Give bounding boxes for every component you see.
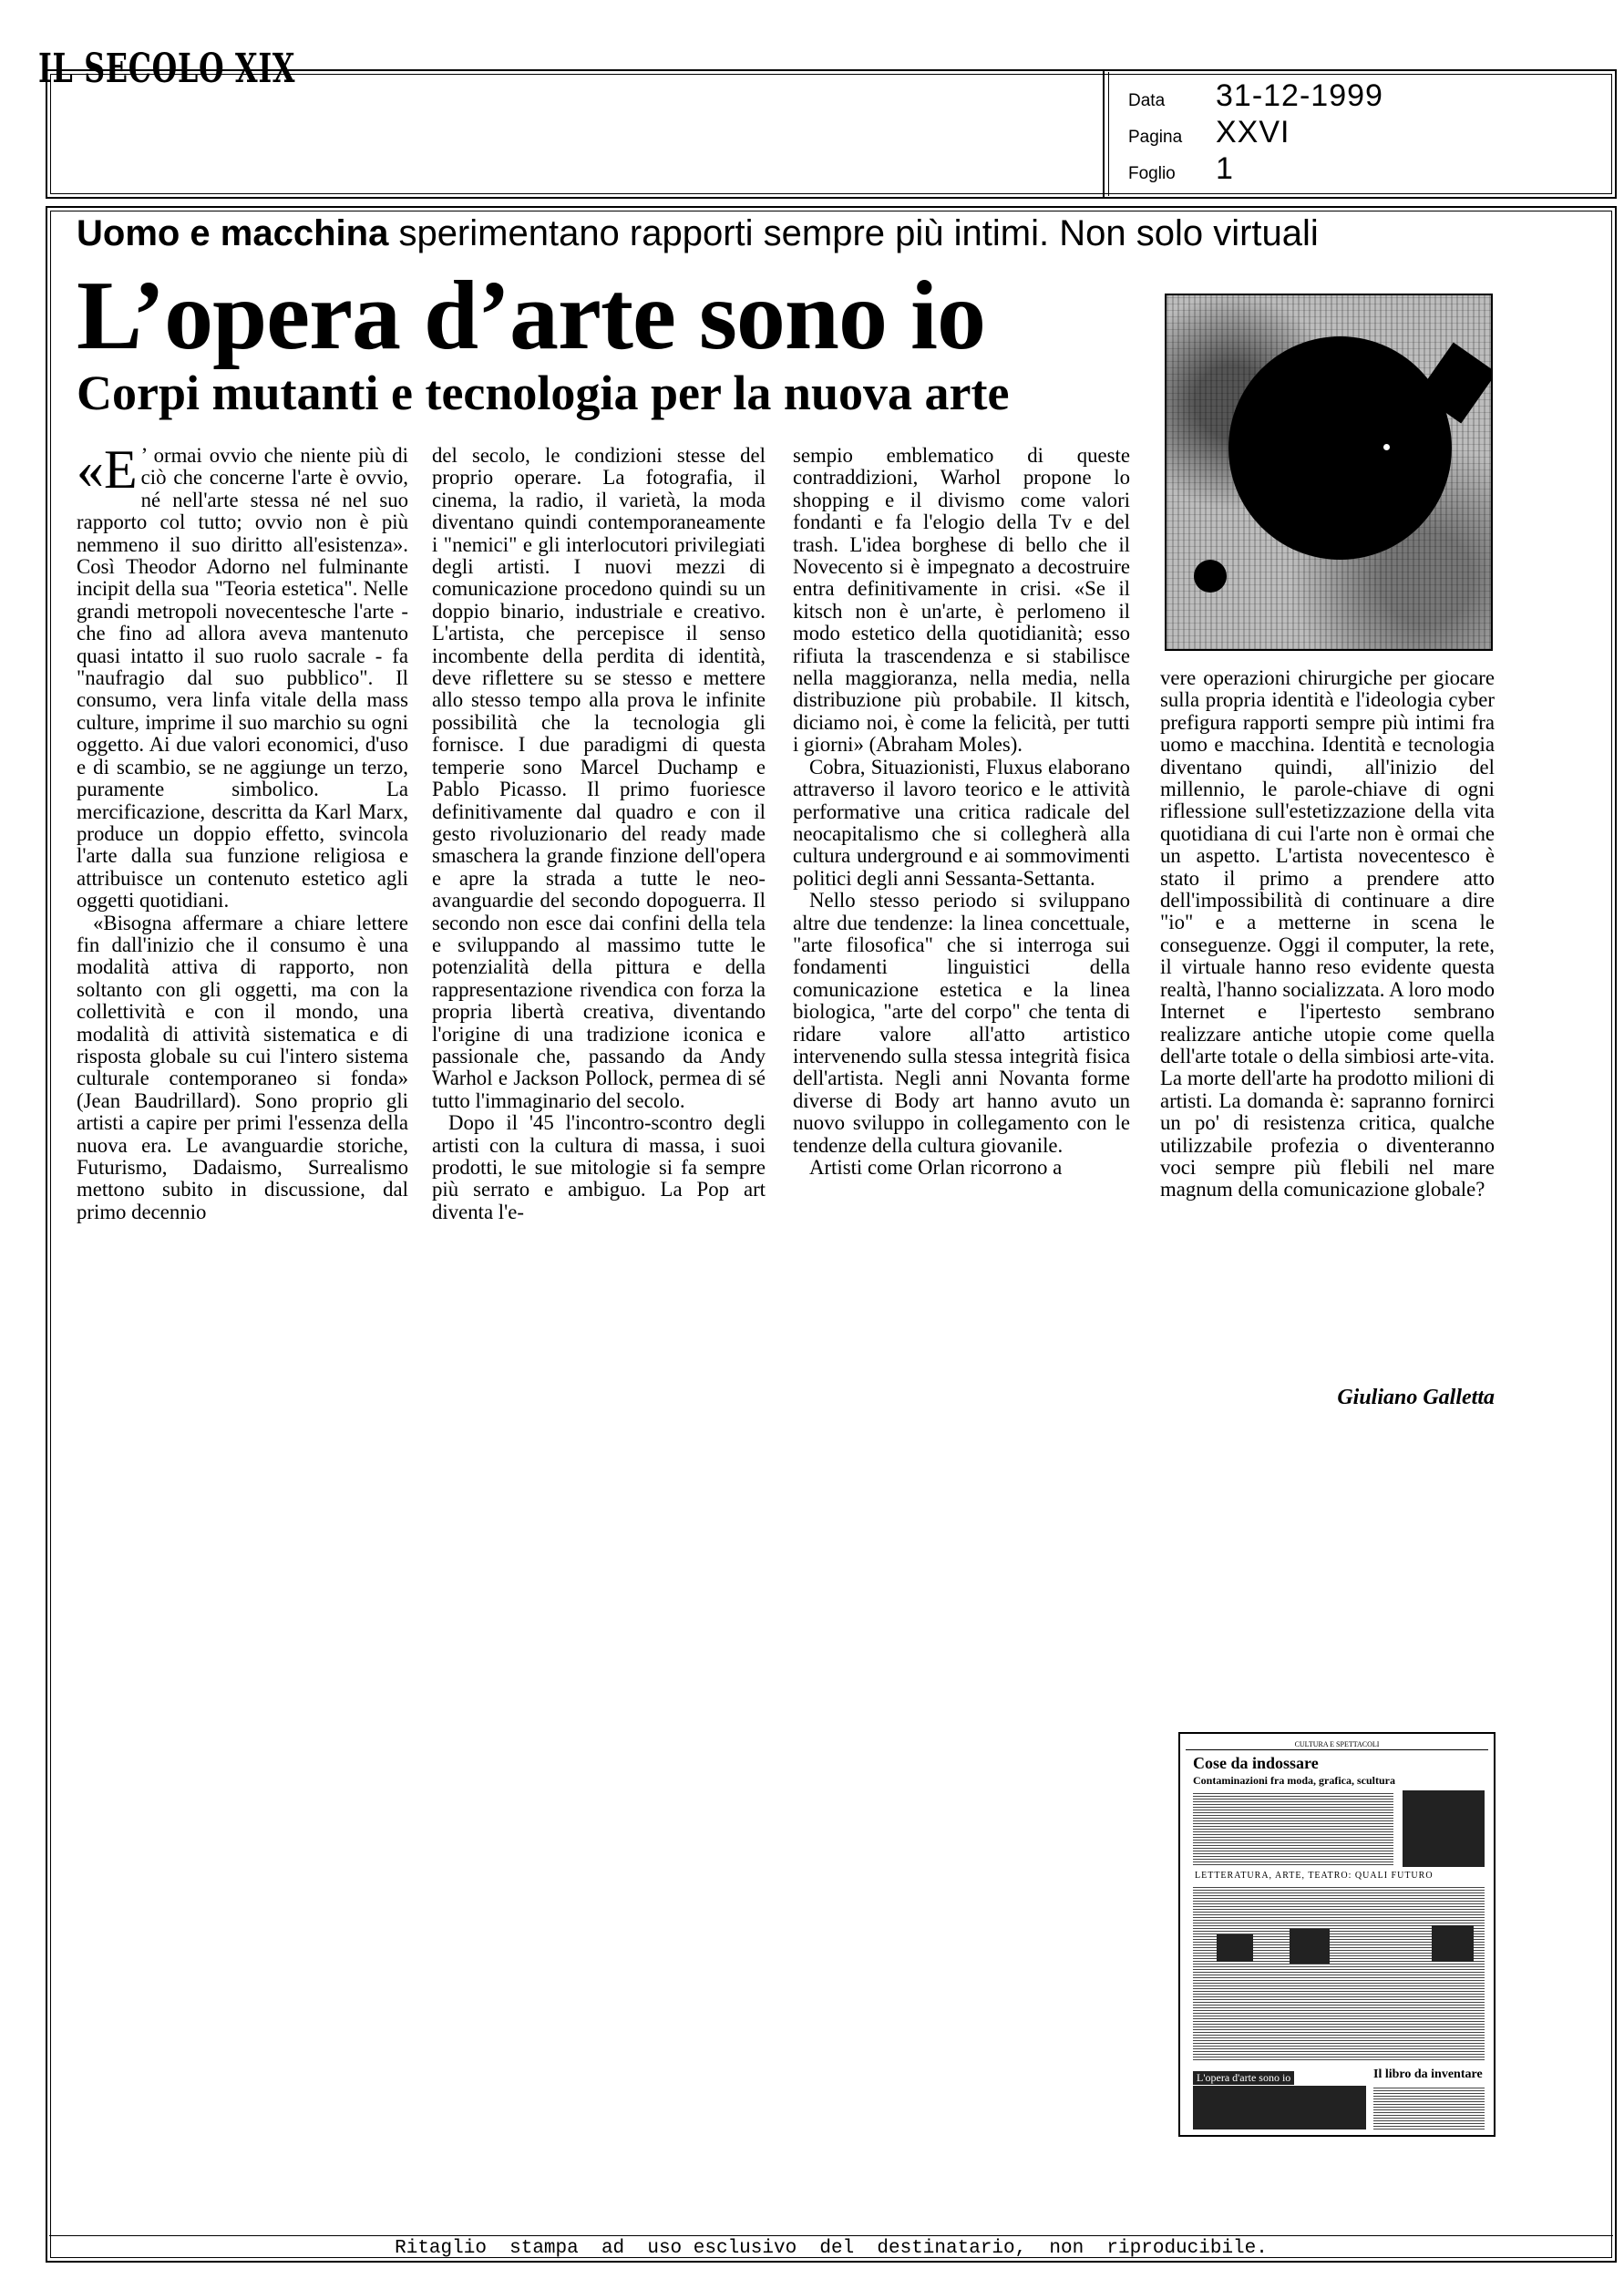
paragraph: Cobra, Situazionisti, Fluxus elaborano attraverso il lavoro teorico e le attività performative una critica radicale del neocapitalismo che si collegherà alla cultura underground e ai sommovimenti politici degli anni Sessanta-Settanta. <box>793 755 1130 890</box>
thumb-photo <box>1432 1925 1474 1962</box>
meta-foglio-value: 1 <box>1216 151 1234 186</box>
paragraph: «Bisogna affermare a chiare lettere fin dall'inizio che il consumo è una modalità attiva di rapporto, non soltanto con gli oggetti, ma con la collettività e con il mondo, una modalità di attività sistematica e di risposta globale su cui l'intero sistema culturale contemporaneo si fonda» (Jean Baudrillard). Sono proprio gli artisti a capire per primi l'essenza della nuova era. Le avanguardie storiche, Futurismo, Dadaismo, Surrealismo mettono subito in discussione, dal primo decennio <box>77 911 408 1223</box>
meta-pagina-row <box>1128 115 1290 150</box>
paragraph: vere operazioni chirurgiche per giocare sulla propria identità e l'ideologia cyber prefigura rapporti sempre più intimi fra uomo e macchina. Identità e tecnologia diventano quindi, all'inizio del millennio, le parole-chiave di ogni riflessione sull'estetizzazione della vita quotidiana di cui l'arte non è ormai che un aspetto. L'artista novecentesco è stato il primo a prendere atto dell'impossibilità di continuare a dire "io" e a metterne in scena le conseguenze. Oggi il computer, la rete, il virtuale hanno reso evidente questa realtà, l'hanno socializzata. A loro modo Internet e l'ipertesto sembrano realizzare antiche utopie come quella dell'arte totale o della simbiosi arte-vita. La morte dell'arte ha prodotto milioni di artisti. La domanda è: sapranno fornirci un po' di resistenza critica, qualche utilizzabile profezia o diventeranno voci sempre più flebili nel mare magnum della comunicazione globale? <box>1160 666 1495 1201</box>
paragraph: Nello stesso periodo si sviluppano altre due tendenze: la linea concettuale, "arte filosofica" che si interroga sui fondamenti linguistici della comunicazione estetica e la linea biologica, "arte del corpo" che tenta di ridare valore all'atto artistico intervenendo sulla stessa integrità fisica dell'artista. Negli anni Novanta forme diverse di Body art hanno avuto un nuovo sviluppo in collegamento con le tendenze della cultura giovanile. <box>793 889 1130 1157</box>
thumb-photo <box>1403 1790 1485 1867</box>
article-column-4 <box>1160 667 1495 1201</box>
masthead-logo: IL SECOLO XIX <box>38 46 296 92</box>
thumb-text-block <box>1193 1792 1393 1865</box>
thumb-side-title: Il libro da inventare <box>1373 2068 1483 2081</box>
subheadline: Corpi mutanti e tecnologia per la nuova arte <box>77 366 1010 420</box>
drop-cap: «E <box>77 439 138 500</box>
kicker-bold: Uomo e macchina <box>77 213 389 253</box>
meta-foglio-label: Foglio <box>1128 164 1176 183</box>
thumb-article-title: L'opera d'arte sono io <box>1193 2071 1294 2085</box>
page-thumbnail <box>1178 1732 1496 2137</box>
artwork-photo <box>1165 294 1493 651</box>
article-column-3 <box>793 445 1130 1179</box>
paragraph: Artisti come Orlan ricorrono a <box>809 1156 1063 1179</box>
meta-data-row <box>1128 78 1383 114</box>
kicker-rest: sperimentano rapporti sempre più intimi. Non solo virtuali <box>388 213 1319 253</box>
thumb-subtitle: Contaminazioni fra moda, grafica, scultura <box>1193 1774 1395 1787</box>
meta-data-value: 31-12-1999 <box>1216 78 1383 113</box>
article-column-1 <box>77 439 408 1223</box>
article-column-2 <box>432 445 766 1223</box>
kicker <box>77 213 1319 254</box>
meta-pagina-value: XXVI <box>1216 115 1290 150</box>
meta-panel <box>1103 69 1617 199</box>
paragraph: sempio emblematico di queste contraddizioni, Warhol propone lo shopping e il divismo come valori fondanti e fa l'elogio della Tv e del trash. L'idea borghese di bello che il Novecento si è impegnato a decostruire entra definitivamente in crisi. «Se il kitsch non è un'arte, è perlomeno il modo estetico della quotidianità; esso rifiuta la trascendenza e si stabilisce nella maggioranza, nella media, nella distribuzione più probabile. Il kitsch, diciamo noi, è come la felicità, per tutti i giorni» (Abraham Moles). <box>793 444 1130 757</box>
thumb-text-block <box>1193 1887 1485 2060</box>
thumb-section-title: LETTERATURA, ARTE, TEATRO: QUALI FUTURO <box>1195 1871 1434 1881</box>
paragraph: del secolo, le condizioni stesse del proprio operare. La fotografia, il cinema, la radio, il varietà, la moda diventano quindi contemporaneamente i "nemici" e gli interlocutori privilegiati degli artisti. I nuovi mezzi di comunicazione procedono quindi su un doppio binario, industriale e creativo. L'artista, che percepisce il senso incombente della perdita di identità, deve riflettere su se stesso e mettere allo stesso tempo alla prova le infinite possibilità che la tecnologia gli fornisce. I due paradigmi di questa temperie sono Marcel Duchamp e Pablo Picasso. Il primo fuoriesce definitivamente dal quadro e con il gesto rivoluzionario del ready made smaschera la grande finzione dell'opera e apre la strada a tutte le neo-avanguardie del secondo dopoguerra. Il secondo non esce dai confini della tela e sviluppando al massimo tutte le potenzialità della pittura e della rappresentazione rivendica con forza la propria libertà creativa, diventando l'origine di una tradizione iconica e passionale che, passando da Andy Warhol e Jackson Pollock, permea di sé tutto l'immaginario del secolo. <box>432 444 766 1112</box>
thumb-photo <box>1290 1929 1330 1964</box>
footer-notice: Ritaglio stampa ad uso esclusivo del destinatario, non riproducibile. <box>49 2235 1613 2259</box>
thumb-photo <box>1217 1934 1253 1962</box>
meta-data-label: Data <box>1128 91 1166 110</box>
small-disc-shape <box>1194 560 1227 593</box>
thumb-section-band: CULTURA E SPETTACOLI <box>1186 1739 1488 1750</box>
thumb-title: Cose da indossare <box>1193 1754 1319 1772</box>
meta-pagina-label: Pagina <box>1128 128 1183 147</box>
paragraph: «E ’ ormai ovvio che niente più di ciò che concerne l'arte è ovvio, né nell'arte stessa né nel suo rapporto col tutto; ovvio non è più nemmeno il suo diritto all'esistenza». Così Theodor Adorno nel fulminante incipit della sua "Teoria estetica". Nelle grandi metropoli novecentesche l'arte - che fino ad allora aveva mantenuto quasi intatto il suo ruolo sacrale - fa "naufragio dal suo pubblico". Il consumo, vera linfa vitale della mass culture, imprime il suo marchio su ogni oggetto. Ai due valori economici, d'uso e di scambio, se ne aggiunge un terzo, puramente simbolico. La mercificazione, descritta da Karl Marx, produce un doppio effetto, svincola l'arte dalla sua funzione religiosa e attribuisce un contenuto estetico agli oggetti quotidiani. <box>77 439 408 913</box>
paragraph: Dopo il '45 l'incontro-scontro degli artisti con la cultura di massa, i suoi prodotti, le sue mitologie si fa sempre più serrato e ambiguo. La Pop art diventa l'e- <box>432 1111 766 1223</box>
thumb-article-block <box>1193 2086 1366 2129</box>
thumb-text-block <box>1373 2086 1485 2129</box>
black-disc-shape <box>1228 336 1452 560</box>
meta-foglio-row <box>1128 151 1234 187</box>
headline: L’opera d’arte sono io <box>77 262 985 370</box>
byline: Giuliano Galletta <box>1337 1386 1495 1409</box>
